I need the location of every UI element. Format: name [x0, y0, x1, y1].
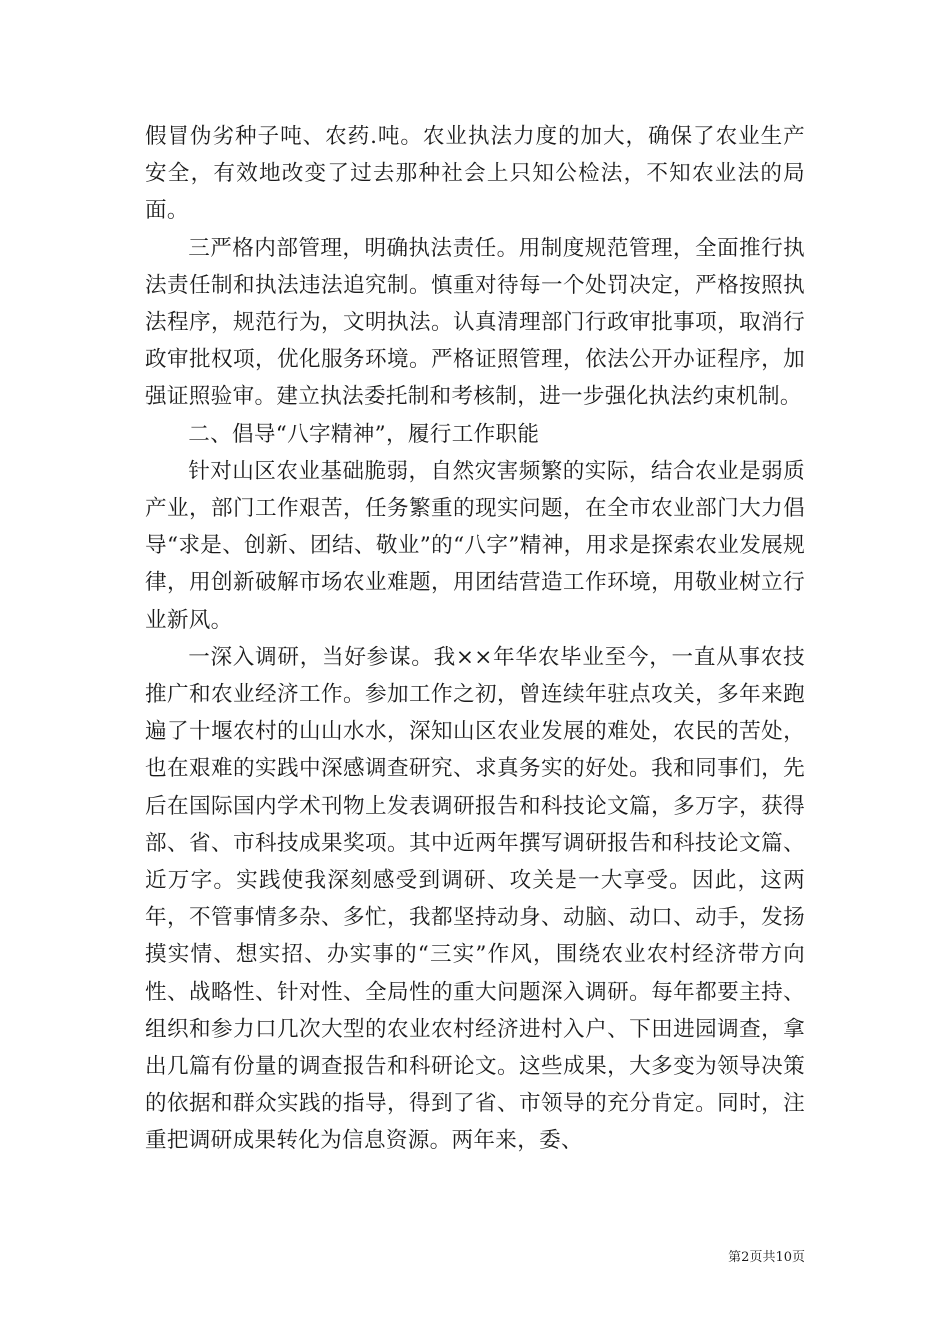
paragraph-1: 假冒伪劣种子吨、农药.吨。农业执法力度的加大，确保了农业生产安全，有效地改变了过去那种社会上只知公检法，不知农业法的局面。 — [145, 124, 805, 224]
paragraph-2: 三严格内部管理，明确执法责任。用制度规范管理，全面推行执法责任制和执法违法追究制。慎重对待每一个处罚决定，严格按照执法程序，规范行为，文明执法。认真清理部门行政审批事项，取消行政审批权项，优化服务环境。严格证照管理，依法公开办证程序，加强证照验审。建立执法委托制和考核制，进一步强化执法约束机制。 — [145, 235, 805, 410]
paragraph-3: 针对山区农业基础脆弱，自然灾害频繁的实际，结合农业是弱质产业，部门工作艰苦，任务繁重的现实问题，在全市农业部门大力倡导“求是、创新、团结、敬业”的“八字”精神，用求是探索农业发展规律，用创新破解市场农业难题，用团结营造工作环境，用敬业树立行业新风。 — [145, 458, 805, 633]
section-heading: 二、倡导“八字精神”，履行工作职能 — [188, 421, 540, 447]
document-body — [145, 118, 805, 1160]
page-number: 第2页共10页 — [728, 1250, 805, 1265]
paragraph-4: 一深入调研，当好参谋。我××年华农毕业至今，一直从事农技推广和农业经济工作。参加工作之初，曾连续年驻点攻关，多年来跑遍了十堰农村的山山水水，深知山区农业发展的难处，农民的苦处，也在艰难的实践中深感调查研究、求真务实的好处。我和同事们，先后在国际国内学术刊物上发表调研报告和科技论文篇，多万字，获得部、省、市科技成果奖项。其中近两年撰写调研报告和科技论文篇、近万字。实践使我深刻感受到调研、攻关是一大享受。因此，这两年，不管事情多杂、多忙，我都坚持动身、动脑、动口、动手，发扬摸实情、想实招、办实事的“三实”作风，围绕农业农村经济带方向性、战略性、针对性、全局性的重大问题深入调研。每年都要主持、组织和参力口几次大型的农业农村经济进村入户、下田进园调查，拿出几篇有份量的调查报告和科研论文。这些成果，大多变为领导决策的依据和群众实践的指导，得到了省、市领导的充分肯定。同时，注重把调研成果转化为信息资源。两年来，委、 — [145, 644, 805, 1154]
